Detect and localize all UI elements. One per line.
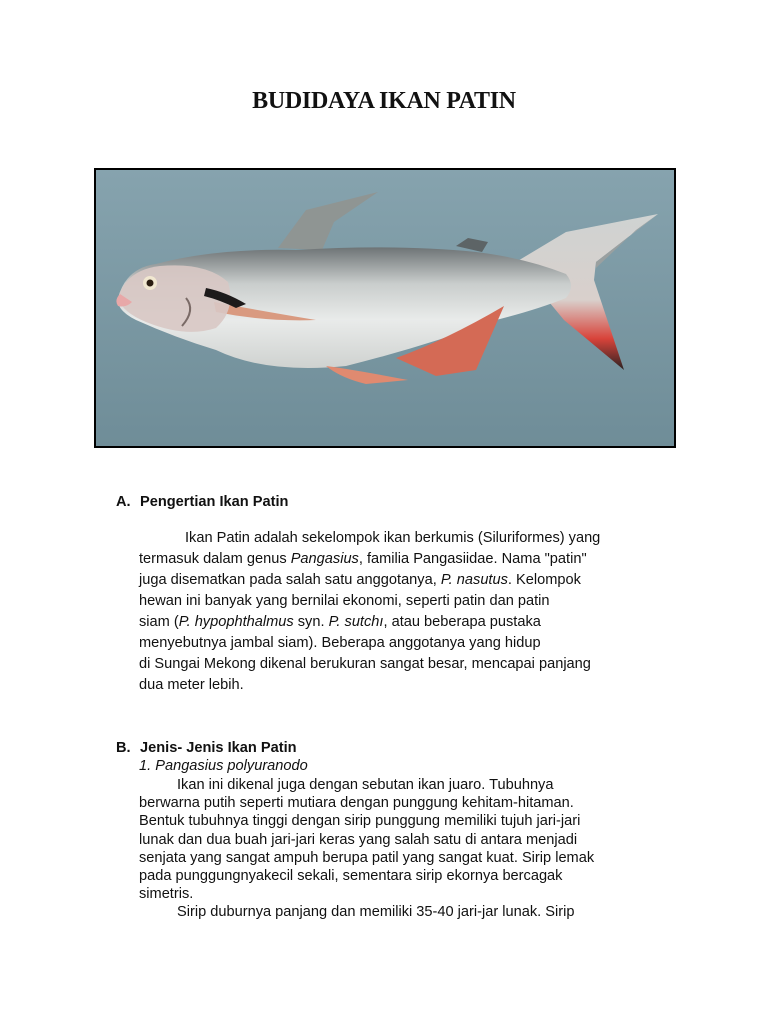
paragraph-line: pada punggungnyakecil sekali, sementara sirip ekornya bercagak bbox=[139, 868, 563, 885]
paragraph-line: lunak dan dua buah jari-jari keras yang salah satu di antara menjadi bbox=[139, 831, 578, 848]
paragraph-line: juga disematkan pada salah satu anggotanya, P. nasutus. Kelompok bbox=[139, 572, 581, 588]
section-heading: Pengertian Ikan Patin bbox=[140, 494, 289, 510]
section-b-header bbox=[116, 740, 676, 756]
section-a-header bbox=[116, 494, 676, 510]
paragraph-line: di Sungai Mekong dikenal berukuran sangat besar, mencapai panjang bbox=[139, 656, 591, 672]
paragraph-line: Sirip duburnya panjang dan memiliki 35-40 jari-jar lunak. Sirip bbox=[177, 904, 575, 921]
paragraph-line: termasuk dalam genus Pangasius, familia Pangasiidae. Nama "patin" bbox=[139, 551, 587, 567]
paragraph-line: Ikan ini dikenal juga dengan sebutan ikan juaro. Tubuhnya bbox=[177, 777, 554, 793]
section-letter: B. bbox=[116, 740, 131, 756]
paragraph-line: Ikan Patin adalah sekelompok ikan berkumis (Siluriformes) yang bbox=[185, 530, 601, 546]
paragraph-line: berwarna putih seperti mutiara dengan punggung kehitam-hitaman. bbox=[139, 795, 574, 812]
page-title: BUDIDAYA IKAN PATIN bbox=[252, 88, 516, 114]
paragraph-line: menyebutnya jambal siam). Beberapa anggotanya yang hidup bbox=[139, 635, 541, 651]
section-a-paragraph bbox=[139, 528, 669, 696]
section-letter: A. bbox=[116, 494, 131, 510]
paragraph-line: hewan ini banyak yang bernilai ekonomi, seperti patin dan patin bbox=[139, 593, 550, 609]
paragraph-line: dua meter lebih. bbox=[139, 677, 244, 693]
paragraph-line: senjata yang sangat ampuh berupa patil yang sangat kuat. Sirip lemak bbox=[139, 849, 595, 866]
section-b-paragraph bbox=[139, 776, 669, 922]
fish-photo bbox=[94, 168, 676, 448]
sub-heading: 1. Pangasius polyuranodo bbox=[139, 758, 308, 774]
paragraph-line: simetris. bbox=[139, 886, 194, 903]
fish-illustration bbox=[96, 170, 674, 446]
paragraph-line: Bentuk tubuhnya tinggi dengan sirip punggung memiliki tujuh jari-jari bbox=[139, 813, 581, 830]
section-heading: Jenis- Jenis Ikan Patin bbox=[140, 740, 297, 756]
paragraph-line: siam (P. hypophthalmus syn. P. sutchı, atau beberapa pustaka bbox=[139, 614, 541, 630]
